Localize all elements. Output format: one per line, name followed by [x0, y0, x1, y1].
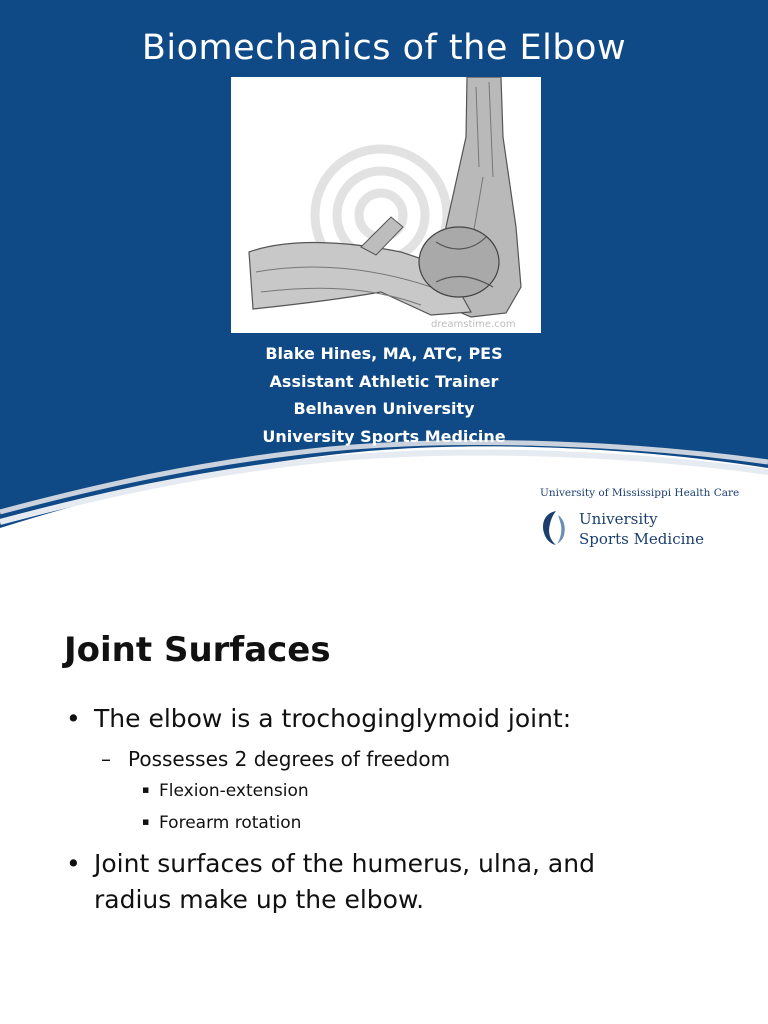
content-slide — [0, 578, 768, 1024]
square-marker: ▪ — [142, 815, 150, 828]
slide-title: Biomechanics of the Elbow — [141, 28, 627, 68]
sub-sub-bullet-text: Forearm rotation — [159, 813, 302, 833]
bullet-item — [66, 704, 571, 733]
bullet-marker: • — [66, 849, 81, 878]
university-sports-medicine-logo — [540, 487, 740, 553]
bullet-marker: • — [66, 704, 81, 733]
author-role: Assistant Athletic Trainer — [269, 371, 499, 391]
bullet-text-line1: Joint surfaces of the humerus, ulna, and — [94, 849, 595, 878]
slide-heading: Joint Surfaces — [64, 630, 331, 670]
logo-name-line2: Sports Medicine — [579, 530, 704, 548]
logo-name-line1: University — [579, 510, 658, 528]
author-institution: Belhaven University — [293, 399, 475, 418]
elbow-anatomy-image — [231, 77, 541, 333]
dash-marker: – — [101, 747, 111, 771]
author-department: University Sports Medicine — [262, 426, 506, 446]
bullet-text-line2: radius make up the elbow. — [94, 885, 425, 914]
square-marker: ▪ — [142, 783, 150, 796]
sub-bullet-item — [101, 747, 450, 771]
sub-sub-bullet-text: Flexion-extension — [159, 781, 309, 801]
author-name: Blake Hines, MA, ATC, PES — [265, 344, 503, 363]
bullet-text: The elbow is a trochoginglymoid joint: — [94, 704, 572, 733]
logo-name — [579, 509, 704, 549]
bullet-item — [66, 846, 595, 918]
watermark-text: dreamstime.com — [431, 319, 516, 330]
sub-bullet-text: Possesses 2 degrees of freedom — [128, 747, 451, 771]
logo-top-text: University of Mississippi Health Care — [540, 487, 740, 499]
sub-sub-bullet-item — [142, 813, 301, 833]
logo-emblem-icon — [540, 507, 572, 547]
author-info — [0, 340, 768, 450]
sub-sub-bullet-item — [142, 781, 309, 801]
